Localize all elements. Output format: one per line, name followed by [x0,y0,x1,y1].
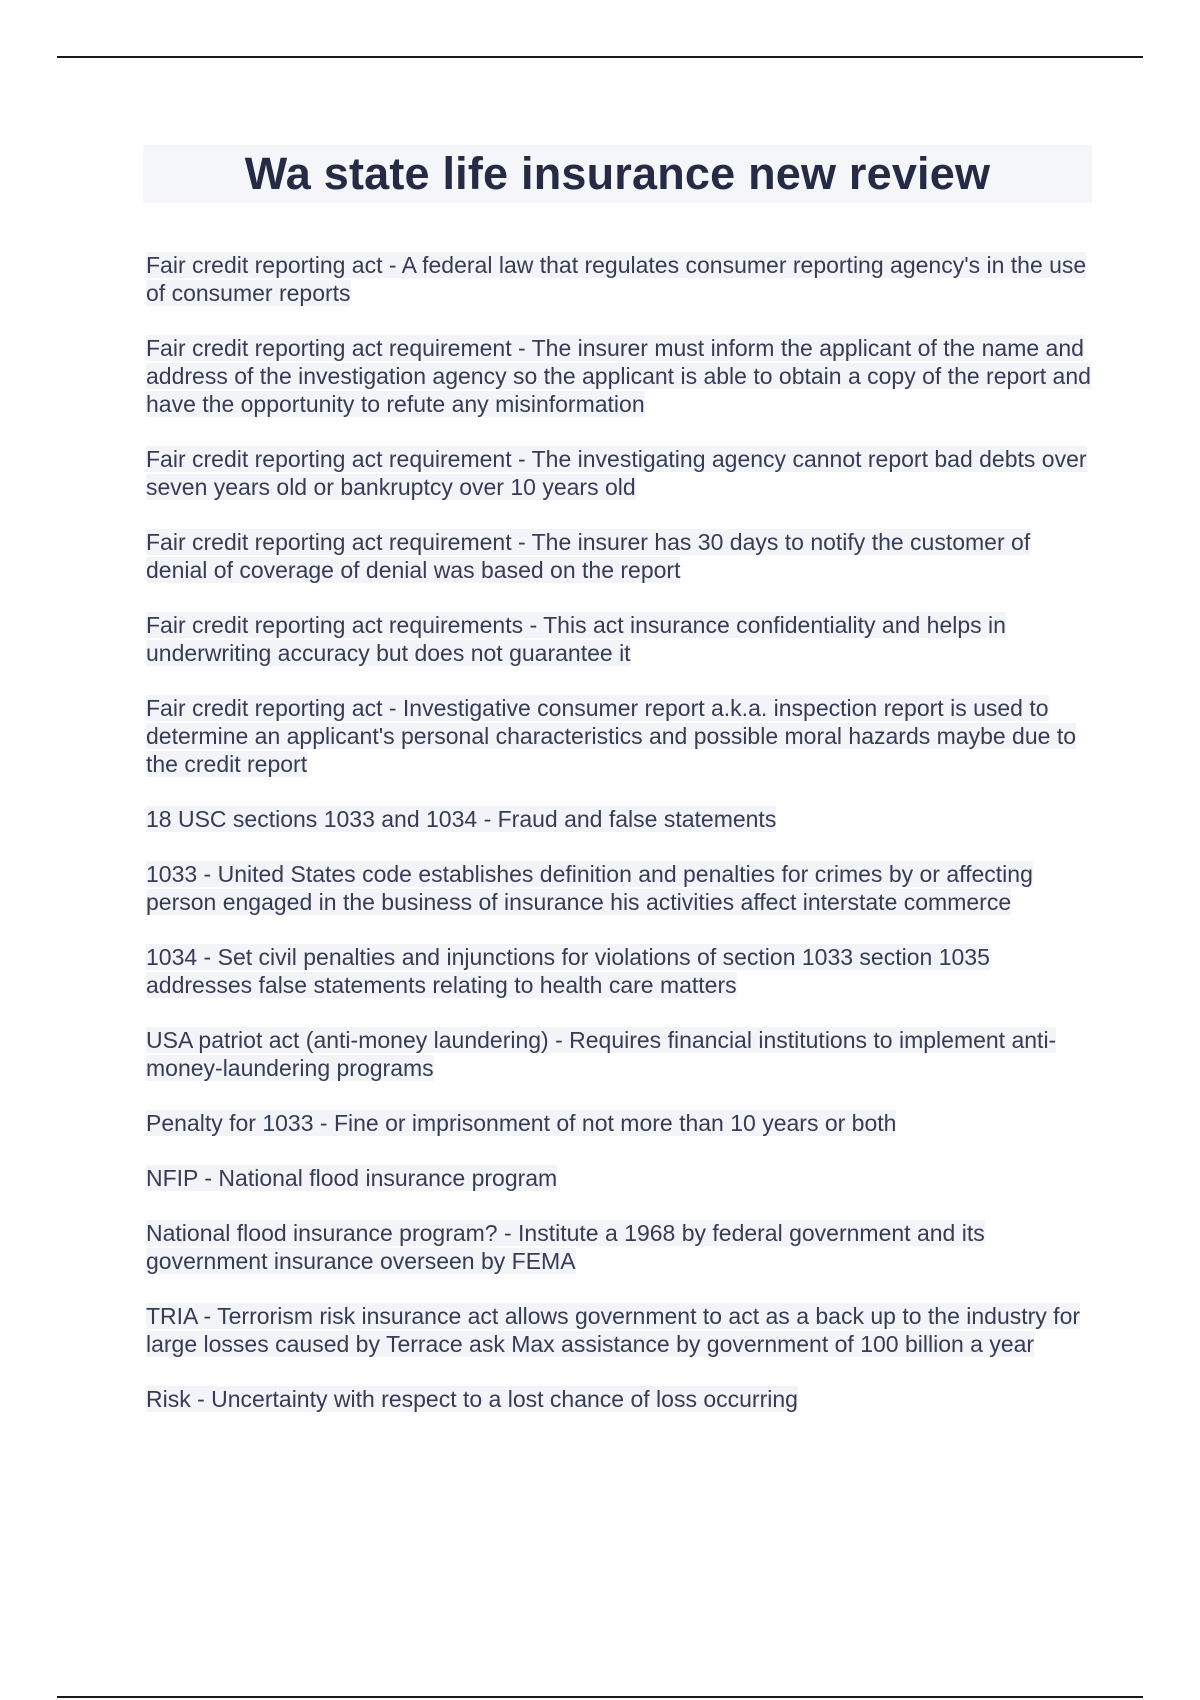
entry-text: USA patriot act (anti-money laundering) - Requires financial institutions to implement anti-money-laundering programs [146,1027,1057,1081]
list-item [146,860,1096,916]
list-item [146,445,1096,501]
entry-text: 1034 - Set civil penalties and injunctions for violations of section 1033 section 1035 addresses false statements relating to health care matters [146,944,990,998]
entry-text: Fair credit reporting act - A federal law that regulates consumer reporting agency's in the use of consumer reports [146,252,1087,306]
list-item [146,1109,1096,1137]
entry-text: Penalty for 1033 - Fine or imprisonment of not more than 10 years or both [146,1110,897,1136]
entry-text: NFIP - National flood insurance program [146,1165,558,1191]
list-item [146,1219,1096,1275]
list-item [146,611,1096,667]
list-item [146,251,1096,307]
list-item [146,334,1096,418]
entry-text: Fair credit reporting act requirements - This act insurance confidentiality and helps in underwriting accuracy but does not guarantee it [146,612,1006,666]
title-banner [143,145,1092,203]
list-item [146,694,1096,778]
page-title: Wa state life insurance new review [244,148,991,199]
bottom-divider [57,1696,1143,1698]
list-item [146,1302,1096,1358]
entry-text: Fair credit reporting act requirement - The investigating agency cannot report bad debts over seven years old or bankruptcy over 10 years old [146,446,1087,500]
flashcard-list [146,251,1096,1440]
entry-text: Risk - Uncertainty with respect to a lost chance of loss occurring [146,1386,798,1412]
entry-text: Fair credit reporting act - Investigative consumer report a.k.a. inspection report is used to determine an applicant's personal characteristics and possible moral hazards maybe due to the credit report [146,695,1077,777]
list-item [146,1385,1096,1413]
list-item [146,805,1096,833]
list-item [146,528,1096,584]
list-item [146,943,1096,999]
entry-text: National flood insurance program? - Institute a 1968 by federal government and its government insurance overseen by FEMA [146,1220,985,1274]
list-item [146,1164,1096,1192]
entry-text: 1033 - United States code establishes definition and penalties for crimes by or affecting person engaged in the business of insurance his activities affect interstate commerce [146,861,1033,915]
entry-text: Fair credit reporting act requirement - The insurer must inform the applicant of the name and address of the investigation agency so the applicant is able to obtain a copy of the report and have the opportunity to refute any misinformation [146,335,1091,417]
top-divider [57,56,1143,58]
list-item [146,1026,1096,1082]
entry-text: 18 USC sections 1033 and 1034 - Fraud and false statements [146,806,777,832]
entry-text: TRIA - Terrorism risk insurance act allows government to act as a back up to the industry for large losses caused by Terrace ask Max assistance by government of 100 billion a year [146,1303,1081,1357]
entry-text: Fair credit reporting act requirement - The insurer has 30 days to notify the customer of denial of coverage of denial was based on the report [146,529,1031,583]
